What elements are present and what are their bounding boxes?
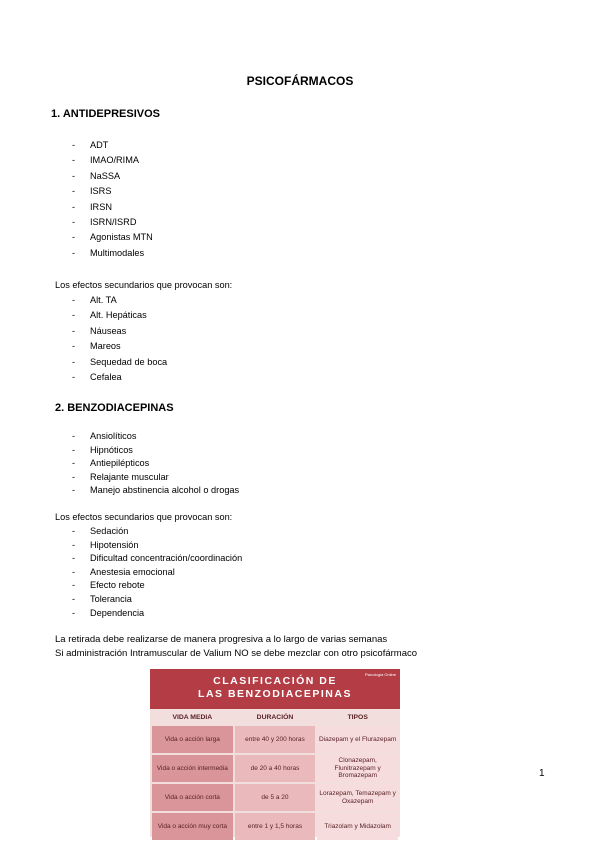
list-item: - IRSN (72, 201, 112, 212)
header-duracion: DURACIÓN (256, 714, 294, 721)
table-cell: Lorazepam, Temazepam y Oxazepam (317, 784, 398, 811)
table-row (152, 784, 398, 811)
page-title: PSICOFÁRMACOS (246, 74, 354, 88)
classification-table (150, 709, 400, 842)
header-vida-media: VIDA MEDIA (172, 714, 213, 721)
table-row (152, 726, 398, 753)
table-cell: Triazolam y Midazolam (317, 813, 398, 840)
table-cell: Vida o acción larga (152, 726, 233, 753)
antidepresivos-list (72, 138, 153, 261)
list-item: - Mareos (72, 341, 121, 352)
list-item: - Sedación (72, 526, 129, 536)
list-item: - Alt. Hepáticas (72, 310, 147, 321)
page-number: 1 (539, 768, 545, 779)
list-item: - Tolerancia (72, 593, 132, 604)
withdrawal-note: La retirada debe realizarse de manera progresiva a lo largo de varias semanas (55, 634, 388, 645)
table-cell: de 20 a 40 horas (235, 755, 316, 782)
list-item: - IMAO/RIMA (72, 155, 140, 166)
section-heading-benzodiacepinas: 2. BENZODIACEPINAS (55, 402, 174, 414)
list-item: - Anestesia emocional (72, 566, 175, 577)
list-item: - Manejo abstinencia alcohol o drogas (72, 485, 240, 496)
header-tipos: TIPOS (347, 714, 368, 721)
list-item: - Relajante muscular (72, 471, 169, 482)
list-item: - Dependencia (72, 607, 145, 618)
table-cell: entre 1 y 1,5 horas (235, 813, 316, 840)
list-item: - NaSSA (72, 170, 121, 181)
table-cell: de 5 a 20 (235, 784, 316, 811)
benzodiacepinas-list (72, 430, 239, 498)
table-cell: entre 40 y 200 horas (235, 726, 316, 753)
list-item: - Dificultad concentración/coordinación (72, 553, 243, 564)
valium-note: Si administración Intramuscular de Valium NO se debe mezclar con otro psicofármaco (55, 648, 418, 659)
benzodiacepinas-classification-infographic (150, 669, 400, 837)
list-item: - Multimodales (72, 247, 145, 258)
table-cell: Vida o acción muy corta (152, 813, 233, 840)
effects-intro-benzodiacepinas: Los efectos secundarios que provocan son: (55, 512, 233, 522)
infographic-title-line1: CLASIFICACIÓN DE (213, 675, 337, 687)
infographic-header (150, 669, 400, 709)
antidepresivos-effects-list (72, 293, 167, 385)
list-item: - Cefalea (72, 372, 122, 383)
list-item: - Ansiolíticos (72, 431, 137, 441)
list-item: - Sequedad de boca (72, 356, 168, 367)
table-cell: Diazepam y el Flurazepam (317, 726, 398, 753)
infographic-title-line2: LAS BENZODIACEPINAS (198, 688, 352, 700)
benzodiacepinas-effects-list (72, 525, 242, 620)
list-item: - Hipnóticos (72, 444, 133, 455)
table-row (152, 813, 398, 840)
list-item: - Antiepilépticos (72, 458, 150, 469)
effects-intro-antidepresivos: Los efectos secundarios que provocan son: (55, 280, 233, 290)
table-cell: Vida o acción corta (152, 784, 233, 811)
list-item: - ISRN/ISRD (72, 217, 137, 228)
list-item: - Hipotensión (72, 539, 139, 550)
list-item: - Alt. TA (72, 295, 117, 305)
table-row (152, 755, 398, 782)
brand-logo: Psicología Online (364, 672, 396, 677)
list-item: - Náuseas (72, 325, 127, 336)
list-item: - ISRS (72, 186, 112, 197)
list-item: - Efecto rebote (72, 580, 145, 591)
table-cell: Clonazepam, Flunitrazepam y Bromazepam (317, 755, 398, 782)
table-header-row (152, 711, 398, 724)
list-item: - Agonistas MTN (72, 232, 153, 243)
list-item: - ADT (72, 140, 109, 150)
section-heading-antidepresivos: 1. ANTIDEPRESIVOS (51, 108, 161, 120)
table-cell: Vida o acción intermedia (152, 755, 233, 782)
